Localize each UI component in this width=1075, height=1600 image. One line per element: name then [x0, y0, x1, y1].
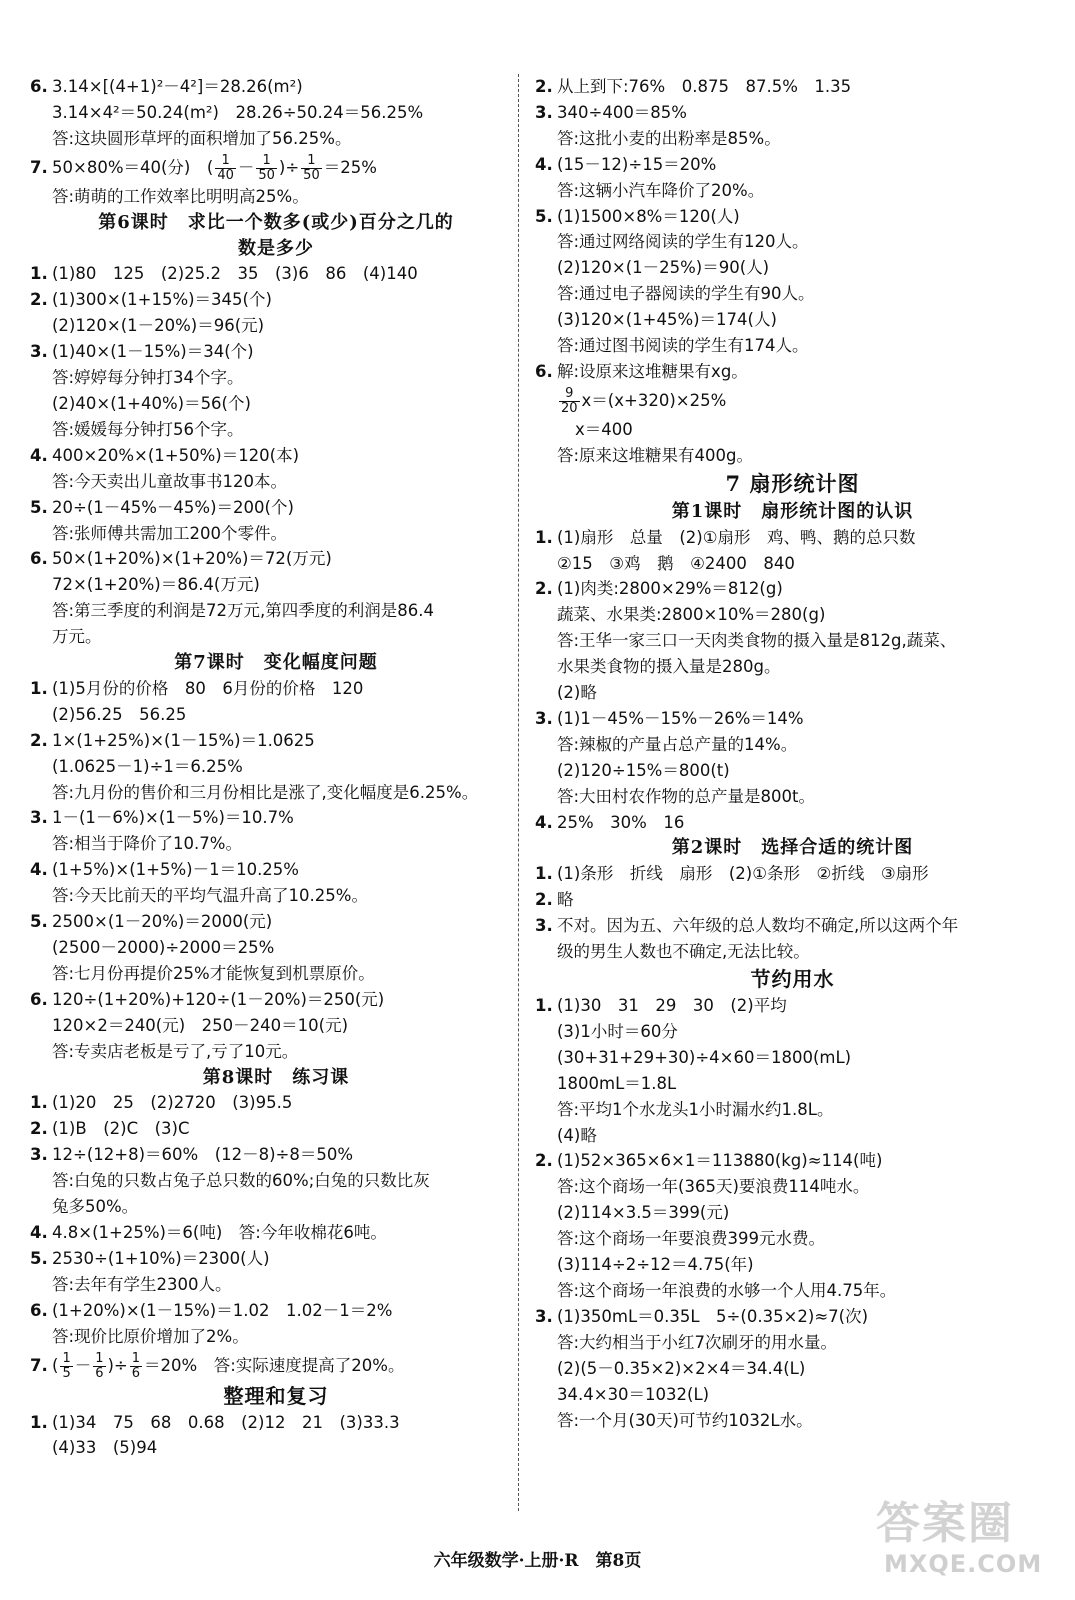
- item-number: 2.: [30, 730, 48, 750]
- item-number: 3.: [535, 1306, 553, 1326]
- answer-line: 答:通过图书阅读的学生有174人。: [557, 336, 809, 356]
- answer-line: 答:大约相当于小红7次刷牙的用水量。: [557, 1332, 838, 1352]
- item-number: 4.: [535, 154, 553, 174]
- answer-line: 5. 2500×(1－20%)＝2000(元): [30, 909, 522, 935]
- answer-line: 3. 12÷(12+8)＝60% (12－8)÷8＝50%: [30, 1142, 522, 1168]
- answer-line: (4)略: [557, 1125, 597, 1145]
- answer-line: 2. 从上到下:76% 0.875 87.5% 1.35: [535, 74, 1050, 100]
- answer-line: 3. (1)350mL＝0.35L 5÷(0.35×2)≈7(次): [535, 1304, 1050, 1330]
- lesson-heading: 数是多少: [238, 237, 314, 259]
- answer-line: 3. 340÷400＝85%: [535, 100, 1050, 126]
- item-number: 1.: [535, 996, 553, 1015]
- fraction: $\frac{1}{40}$: [217, 152, 234, 183]
- answer-line: 3. 1－(1－6%)×(1－5%)＝10.7%: [30, 805, 522, 831]
- answer-line: 4. (1+5%)×(1+5%)－1＝10.25%: [30, 857, 522, 883]
- left-column: [30, 74, 522, 1461]
- answer-line: 3. (1)40×(1－15%)＝34(个): [30, 339, 522, 365]
- answer-line: 72×(1+20%)＝86.4(万元): [52, 575, 260, 595]
- watermark-url: MXQE.COM: [884, 1550, 1043, 1578]
- answer-line: 答:原来这堆糖果有400g。: [557, 445, 754, 465]
- item-number: 5.: [30, 912, 48, 932]
- answer-line: 6. (1+20%)×(1－15%)＝1.02 1.02－1＝2%: [30, 1298, 522, 1324]
- answer-line: 1. (1)30 31 29 30 (2)平均: [535, 993, 1050, 1019]
- item-number: 1.: [535, 527, 553, 547]
- item-number: 6.: [30, 989, 48, 1009]
- answer-line: 答:今天比前天的平均气温升高了10.25%。: [52, 886, 368, 906]
- answer-line: 5. 20÷(1－45%－45%)＝200(个): [30, 495, 522, 521]
- item-number: 2.: [30, 290, 48, 310]
- answer-line: 答:这批小麦的出粉率是85%。: [557, 128, 781, 148]
- answer-line: 级的男生人数也不确定,无法比较。: [557, 942, 810, 962]
- fraction: $\frac{9}{20}$: [561, 385, 578, 416]
- answer-line: 答:这个商场一年(365天)要浪费114吨水。: [557, 1177, 870, 1197]
- item-number: 6.: [30, 77, 48, 96]
- answer-line: 4. 25% 30% 16: [535, 810, 1050, 836]
- item-number: 3.: [30, 1145, 48, 1165]
- item-number: 5.: [30, 1248, 48, 1268]
- answer-line: (2)120÷15%＝800(t): [557, 760, 730, 780]
- item-number: 3.: [535, 708, 553, 728]
- chapter-heading: 7 扇形统计图: [725, 470, 860, 496]
- item-number: 2.: [30, 1119, 48, 1139]
- answer-line: 水果类食物的摄入量是280g。: [557, 657, 781, 677]
- answer-line: 3.14×4²＝50.24(m²) 28.26÷50.24＝56.25%: [52, 102, 424, 122]
- item-number: 4.: [30, 860, 48, 880]
- answer-line: 答:辣椒的产量占总产量的14%。: [557, 734, 798, 754]
- answer-line: (2)40×(1+40%)＝56(个): [52, 393, 251, 413]
- item-number: 6.: [30, 1300, 48, 1320]
- answer-line: 答:媛媛每分钟打56个字。: [52, 419, 244, 439]
- item-number: 2.: [535, 579, 553, 599]
- answer-line: 1. (1)条形 折线 扇形 (2)①条形 ②折线 ③扇形: [535, 861, 1050, 887]
- watermark-logo: [868, 1498, 1060, 1594]
- answer-line: 兔多50%。: [52, 1197, 139, 1217]
- answer-line: 120×2＝240(元) 250－240＝10(元): [52, 1015, 349, 1035]
- answer-line: 6. 3.14×[(4+1)²－4²]＝28.26(m²): [30, 74, 522, 100]
- fraction: $\frac{1}{6}$: [131, 1350, 141, 1381]
- answer-line: (2500－2000)÷2000＝25%: [52, 938, 275, 957]
- answer-line: 答:通过网络阅读的学生有120人。: [557, 232, 809, 252]
- lesson-heading: 第2课时 选择合适的统计图: [671, 837, 914, 859]
- lesson-heading: 第1课时 扇形统计图的认识: [671, 500, 914, 522]
- answer-line: 答:相当于降价了10.7%。: [52, 834, 242, 854]
- answer-line-fraction: 7. 50×80%＝40(分) ( $\frac{1}{40}$ － $\frac{1}{50}$ )÷ $\frac{1}{50}$ ＝25%: [30, 152, 377, 183]
- answer-line: 6. 50×(1+20%)×(1+20%)＝72(万元): [30, 546, 522, 572]
- item-number: 7.: [30, 1355, 48, 1375]
- answer-line: 答:九月份的售价和三月份相比是涨了,变化幅度是6.25%。: [52, 782, 479, 802]
- item-number: 4.: [30, 1222, 48, 1242]
- item-number: 5.: [535, 206, 553, 226]
- answer-line: 答:去年有学生2300人。: [52, 1274, 232, 1294]
- section-heading: 节约用水: [750, 967, 835, 991]
- answer-line: 1. (1)5月份的价格 80 6月份的价格 120: [30, 676, 522, 702]
- answer-line: 答:张师傅共需加工200个零件。: [52, 523, 288, 543]
- item-number: 2.: [535, 1151, 553, 1171]
- answer-line-fraction: $\frac{9}{20}$ x＝(x+320)×25%: [561, 385, 727, 416]
- answer-line: 4. (15－12)÷15＝20%: [535, 152, 1050, 178]
- answer-line: 1. (1)20 25 (2)2720 (3)95.5: [30, 1090, 522, 1116]
- fraction: $\frac{1}{50}$: [258, 152, 275, 183]
- answer-line: 答:这块圆形草坪的面积增加了56.25%。: [52, 128, 352, 148]
- answer-line: 2. (1)52×365×6×1＝113880(kg)≈114(吨): [535, 1148, 1050, 1174]
- answer-line: 答:婷婷每分钟打34个字。: [52, 368, 244, 388]
- item-number: 1.: [30, 1093, 48, 1113]
- item-number: 1.: [30, 264, 48, 284]
- answer-line: 2. 1×(1+25%)×(1－15%)＝1.0625: [30, 728, 522, 754]
- answer-line: (4)33 (5)94: [52, 1438, 158, 1458]
- answer-line: (2)(5－0.35×2)×2×4＝34.4(L): [557, 1358, 806, 1378]
- answer-line: (3)120×(1+45%)＝174(人): [557, 310, 777, 330]
- answer-line: ②15 ③鸡 鹅 ④2400 840: [557, 553, 795, 573]
- answer-line: (2)120×(1－20%)＝96(元): [52, 316, 265, 336]
- answer-line: 1. (1)扇形 总量 (2)①扇形 鸡、鸭、鹅的总只数: [535, 525, 1050, 551]
- answer-line: (30+31+29+30)÷4×60＝1800(mL): [557, 1047, 852, 1067]
- answer-line: 答:七月份再提价25%才能恢复到机票原价。: [52, 963, 375, 983]
- item-number: 6.: [30, 549, 48, 569]
- answer-line: 34.4×30＝1032(L): [557, 1384, 710, 1404]
- answer-line: 6. 120÷(1+20%)+120÷(1－20%)＝250(元): [30, 987, 522, 1013]
- answer-line: 1800mL＝1.8L: [557, 1073, 677, 1093]
- answer-line-fraction: 7. ( $\frac{1}{5}$ － $\frac{1}{6}$ )÷ $\frac{1}{6}$ ＝20% 答:实际速度提高了20%。: [30, 1350, 405, 1381]
- answer-line: 答:白兔的只数占兔子总只数的60%;白兔的只数比灰: [52, 1171, 430, 1191]
- answer-line: 4. 400×20%×(1+50%)＝120(本): [30, 443, 522, 469]
- lesson-heading: 第8课时 练习课: [202, 1066, 350, 1088]
- answer-line: 1. (1)34 75 68 0.68 (2)12 21 (3)33.3: [30, 1410, 522, 1436]
- item-number: 2.: [535, 890, 553, 910]
- answer-line: 2. 略: [535, 887, 1050, 913]
- answer-line: 2. (1)300×(1+15%)＝345(个): [30, 287, 522, 313]
- answer-line: 2. (1)肉类:2800×29%＝812(g): [535, 576, 1050, 602]
- answer-line: (3)114÷2÷12＝4.75(年): [557, 1255, 754, 1275]
- answer-line: 3. (1)1－45%－15%－26%＝14%: [535, 706, 1050, 732]
- answer-line: 5. 2530÷(1+10%)＝2300(人): [30, 1246, 522, 1272]
- answer-line: 答:平均1个水龙头1小时漏水约1.8L。: [557, 1099, 834, 1119]
- fraction: $\frac{1}{6}$: [95, 1350, 104, 1381]
- item-number: 1.: [30, 678, 48, 698]
- answer-line: 5. (1)1500×8%＝120(人): [535, 204, 1050, 230]
- answer-line: 答:现价比原价增加了2%。: [52, 1326, 249, 1346]
- answer-line: (2)114×3.5＝399(元): [557, 1203, 730, 1223]
- item-number: 1.: [535, 864, 553, 884]
- section-heading: 整理和复习: [223, 1383, 329, 1408]
- answer-line: 答:王华一家三口一天肉类食物的摄入量是812g,蔬菜、: [557, 631, 957, 651]
- answer-line: (2)56.25 56.25: [52, 704, 187, 724]
- answer-line: 答:萌萌的工作效率比明明高25%。: [52, 186, 309, 206]
- answer-line: 3. 不对。因为五、六年级的总人数均不确定,所以这两个年: [535, 913, 1050, 939]
- item-number: 3.: [535, 916, 553, 936]
- answer-line: x＝400: [575, 419, 633, 439]
- answer-line: 答:通过电子器阅读的学生有90人。: [557, 284, 815, 304]
- item-number: 4.: [30, 445, 48, 465]
- watermark-glyphs: 答案圈: [876, 1498, 1014, 1549]
- answer-line: 4. 4.8×(1+25%)＝6(吨) 答:今年收棉花6吨。: [30, 1220, 522, 1246]
- answer-line: 答:大田村农作物的总产量是800t。: [557, 786, 816, 806]
- item-number: 1.: [30, 1412, 48, 1432]
- answer-line: 2. (1)B (2)C (3)C: [30, 1116, 522, 1142]
- lesson-heading: 第7课时 变化幅度问题: [174, 652, 378, 674]
- fraction: $\frac{1}{50}$: [303, 152, 320, 183]
- answer-line: (1.0625－1)÷1＝6.25%: [52, 756, 243, 776]
- answer-line: 答:今天卖出儿童故事书120本。: [52, 471, 288, 491]
- answer-line: 答:专卖店老板是亏了,亏了10元。: [52, 1041, 299, 1061]
- answer-line: 1. (1)80 125 (2)25.2 35 (3)6 86 (4)140: [30, 261, 522, 287]
- right-column: [535, 74, 1050, 1433]
- answer-line: 万元。: [52, 627, 102, 647]
- answer-line: 6. 解:设原来这堆糖果有xg。: [535, 359, 1050, 385]
- item-number: 2.: [535, 77, 553, 96]
- item-number: 3.: [30, 342, 48, 362]
- item-number: 4.: [535, 812, 553, 832]
- answer-line: (2)略: [557, 683, 597, 703]
- answer-line: 答:这辆小汽车降价了20%。: [557, 180, 765, 200]
- answer-line: (3)1小时＝60分: [557, 1021, 678, 1041]
- lesson-heading: 第6课时 求比一个数多(或少)百分之几的: [98, 211, 454, 233]
- item-number: 3.: [535, 102, 553, 122]
- answer-line: 答:一个月(30天)可节约1032L水。: [557, 1410, 813, 1430]
- item-number: 7.: [30, 157, 48, 177]
- answer-line: (2)120×(1－25%)＝90(人): [557, 258, 770, 278]
- item-number: 5.: [30, 497, 48, 517]
- item-number: 3.: [30, 808, 48, 828]
- page-footer: 六年级数学·上册·R 第8页: [433, 1551, 642, 1571]
- item-number: 6.: [535, 361, 553, 381]
- answer-line: 答:第三季度的利润是72万元,第四季度的利润是86.4: [52, 601, 435, 621]
- fraction: $\frac{1}{5}$: [62, 1350, 71, 1381]
- answer-line: 答:这个商场一年浪费的水够一个人用4.75年。: [557, 1280, 897, 1300]
- answer-line: 答:这个商场一年要浪费399元水费。: [557, 1229, 826, 1249]
- answer-line: 蔬菜、水果类:2800×10%＝280(g): [557, 605, 826, 625]
